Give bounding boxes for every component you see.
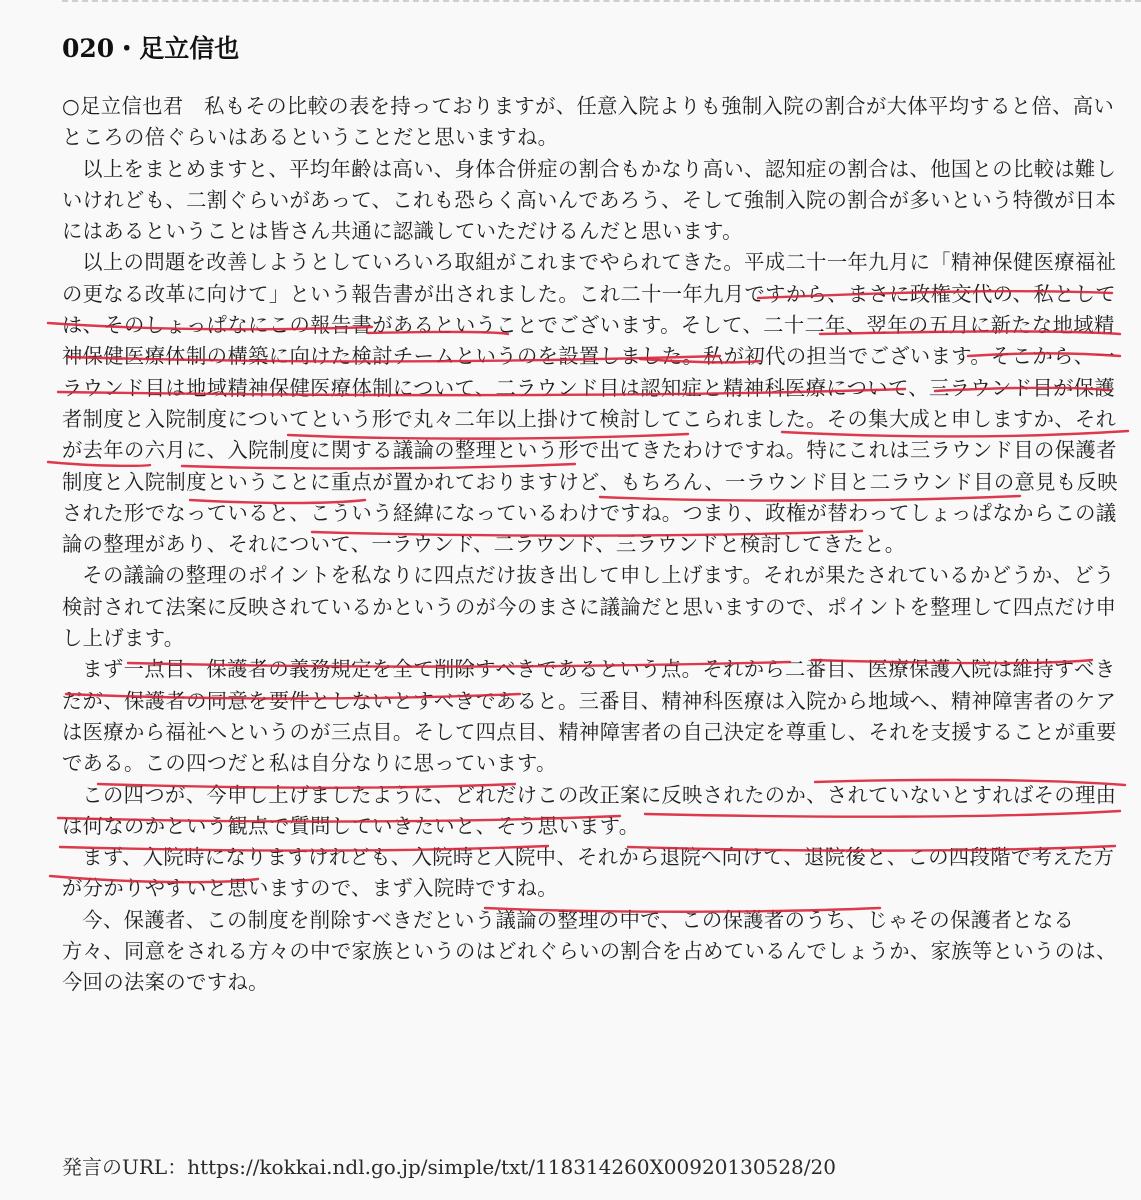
url-label: 発言のURL： bbox=[62, 1155, 188, 1179]
speaker-name: 足立信也 bbox=[139, 34, 240, 63]
paragraph: まず、入院時になりますけれども、入院時と入院中、それから退院へ向けて、退院後と、この四段階で考えた方が分かりやすいと思いますので、まず入院時ですね。 bbox=[62, 845, 1115, 901]
paragraph: この四つが、今申し上げましたように、どれだけこの改正案に反映されたのか、されていないとすればその理由は何なのかという観点で質問していきたいと、そう思います。 bbox=[62, 782, 1117, 838]
top-divider bbox=[62, 0, 1141, 2]
paragraph: その議論の整理のポイントを私なりに四点だけ抜き出して申し上げます。それが果たされているかどうか、どう検討されて法案に反映されているかというのが今のまさに議論だと思いますので、ポイントを整理して四点だけ申し上げます。 bbox=[62, 563, 1117, 651]
speech-number: 020 bbox=[62, 34, 115, 63]
speech-body bbox=[62, 91, 1126, 999]
speech-url-line bbox=[62, 1152, 836, 1182]
speech-url-link[interactable]: https://kokkai.ndl.go.jp/simple/txt/118314260X00920130528/20 bbox=[187, 1155, 836, 1179]
speech-heading: 020・足立信也 bbox=[62, 34, 240, 63]
paragraph: 今、保護者、この制度を削除すべきだという議論の整理の中で、この保護者のうち、じゃその保護者となる方々、同意をされる方々の中で家族というのはどれぐらいの割合を占めているんでしょうか、家族等というのは、今回の法案のですね。 bbox=[62, 907, 1117, 995]
paragraph: 以上をまとめますと、平均年齢は高い、身体合併症の割合もかなり高い、認知症の割合は、他国との比較は難しいけれども、二割ぐらいがあって、これも恐らく高いんであろう、そして強制入院の割合が多いという特徴が日本にはあるということは皆さん共通に認識していただけるんだと思います。 bbox=[62, 156, 1117, 244]
paragraph: ○足立信也君 私もその比較の表を持っておりますが、任意入院よりも強制入院の割合が大体平均すると倍、高いところの倍ぐらいはあるということだと思いますね。 bbox=[62, 94, 1115, 150]
paragraph: まず一点目、保護者の義務規定を全て削除すべきであるという点。それから二番目、医療保護入院は維持すべきだが、保護者の同意を要件としないとすべきであると。三番目、精神科医療は入院から地域へ、精神障害者のケアは医療から福祉へというのが三点目。そして四点目、精神障害者の自己決定を尊重し、それを支援することが重要である。この四つだと私は自分なりに思っています。 bbox=[62, 657, 1117, 776]
paragraph: 以上の問題を改善しようとしていろいろ取組がこれまでやられてきた。平成二十一年九月に「精神保健医療福祉の更なる改革に向けて」という報告書が出されました。これ二十一年九月ですから、まさに政権交代の、私としては、そのしょっぱなにこの報告書があるということでございます。そして、二十二年、翌年の五月に新たな地域精神保健医療体制の構築に向けた検討チームというのを設置しました。私が初代の担当でございます。そこから、一ラウンド目は地域精神保健医療体制について、二ラウンド目は認知症と精神科医療について、三ラウンド目が保護者制度と入院制度についてという形で丸々二年以上掛けて検討してこられました。その集大成と申しますか、それが去年の六月に、入院制度に関する議論の整理という形で出てきたわけですね。特にこれは三ラウンド目の保護者制度と入院制度ということに重点が置かれておりますけど、もちろん、一ラウンド目と二ラウンド目の意見も反映された形でなっていると、こういう経緯になっているわけですね。つまり、政権が替わってしょっぱなからこの議論の整理があり、それについて、一ラウンド、二ラウンド、三ラウンドと検討してきたと。 bbox=[62, 250, 1118, 557]
